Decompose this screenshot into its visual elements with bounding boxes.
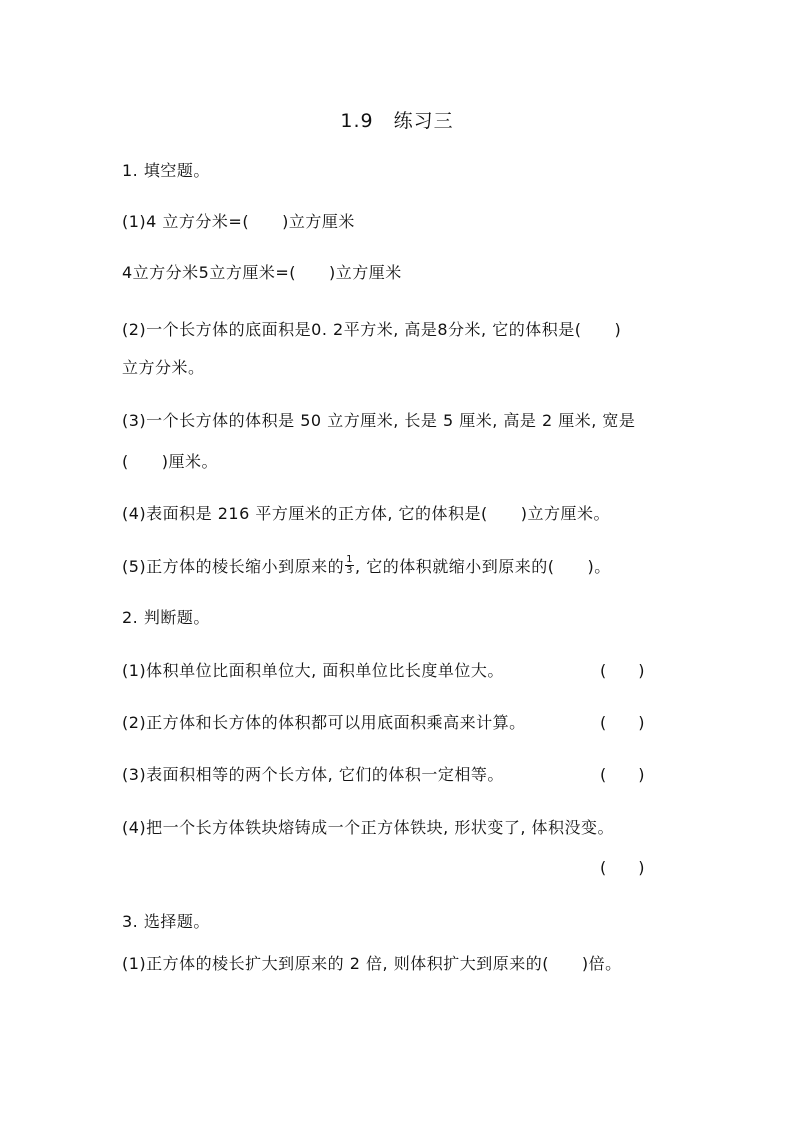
question-5-text-before: (5)正方体的棱长缩小到原来的 [122, 557, 345, 576]
question-3-line-2: ( )厘米。 [122, 452, 218, 471]
section-heading-fill-blank: 1. 填空题。 [122, 161, 210, 180]
question-5 [122, 554, 611, 578]
choice-1: (1)正方体的棱长扩大到原来的 2 倍, 则体积扩大到原来的( )倍。 [122, 954, 622, 973]
question-2-line-1: (2)一个长方体的底面积是0. 2平方米, 高是8分米, 它的体积是( ) [122, 320, 622, 339]
fraction-denominator: 3 [346, 565, 354, 576]
judge-2: (2)正方体和长方体的体积都可以用底面积乘高来计算。 [122, 713, 526, 732]
fraction-numerator: 1 [346, 554, 354, 565]
question-2-line-2: 立方分米。 [122, 358, 205, 377]
page-title: 1.9 练习三 [340, 110, 454, 132]
judge-2-answer-bracket: ( ) [600, 713, 645, 732]
section-heading-judge: 2. 判断题。 [122, 608, 210, 627]
judge-4: (4)把一个长方体铁块熔铸成一个正方体铁块, 形状变了, 体积没变。 [122, 818, 615, 837]
judge-3: (3)表面积相等的两个长方体, 它们的体积一定相等。 [122, 765, 504, 784]
question-1-line-2: 4立方分米5立方厘米=( )立方厘米 [122, 263, 402, 282]
fraction-one-third [345, 555, 354, 576]
judge-3-answer-bracket: ( ) [600, 765, 645, 784]
question-1-line-1: (1)4 立方分米=( )立方厘米 [122, 212, 355, 231]
question-5-text-after: , 它的体积就缩小到原来的( )。 [355, 557, 611, 576]
judge-4-answer-bracket: ( ) [600, 858, 645, 877]
judge-1: (1)体积单位比面积单位大, 面积单位比长度单位大。 [122, 661, 504, 680]
section-heading-choice: 3. 选择题。 [122, 912, 210, 931]
question-3-line-1: (3)一个长方体的体积是 50 立方厘米, 长是 5 厘米, 高是 2 厘米, 宽是 [122, 411, 636, 430]
judge-1-answer-bracket: ( ) [600, 661, 645, 680]
question-4: (4)表面积是 216 平方厘米的正方体, 它的体积是( )立方厘米。 [122, 504, 611, 523]
